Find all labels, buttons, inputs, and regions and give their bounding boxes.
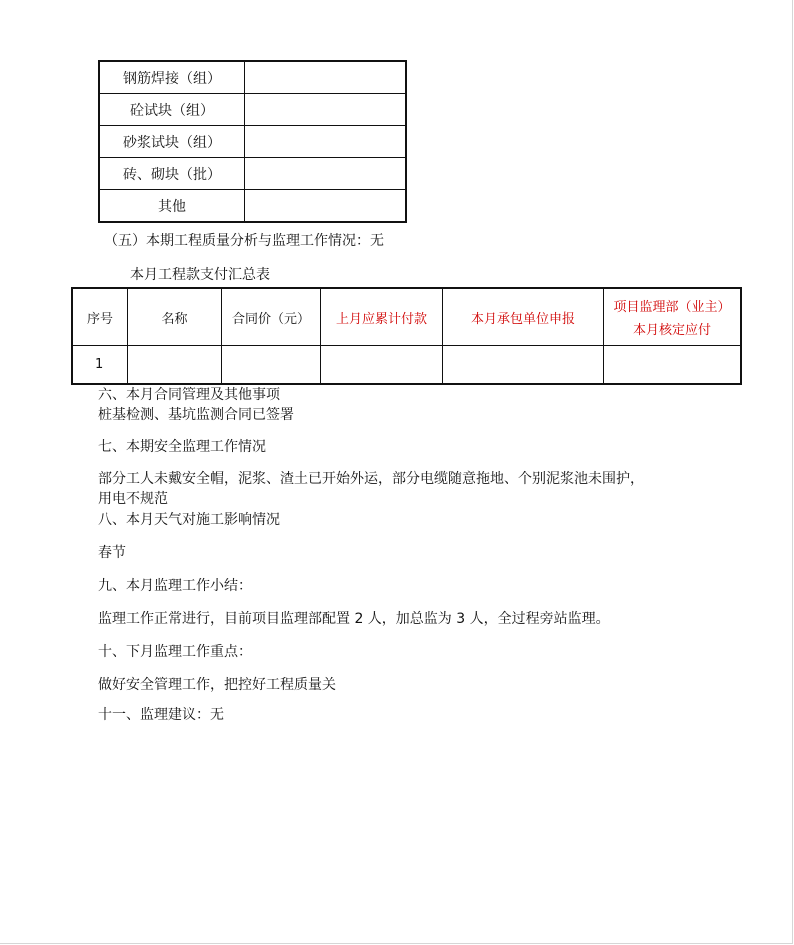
row-contractor-claim — [443, 346, 604, 385]
test-item-label: 其他 — [99, 190, 245, 223]
header-prev-cumulative: 上月应累计付款 — [321, 288, 443, 346]
test-item-label: 砖、砌块（批） — [99, 158, 245, 190]
test-item-value — [245, 61, 407, 94]
test-items-table — [98, 60, 407, 223]
section-7-body-line2: 用电不规范 — [98, 491, 168, 507]
row-seq: 1 — [72, 346, 128, 385]
test-item-value — [245, 158, 407, 190]
section-6-heading: 六、本月合同管理及其他事项 — [98, 387, 280, 403]
table-row — [99, 126, 406, 158]
test-item-value — [245, 126, 407, 158]
section-9-heading: 九、本月监理工作小结： — [98, 578, 252, 594]
table-header-row — [72, 288, 741, 346]
row-approved-payment — [604, 346, 742, 385]
header-approved-line2: 本月核定应付 — [632, 323, 711, 338]
section-10-heading: 十、下月监理工作重点： — [98, 644, 252, 660]
payment-table-title: 本月工程款支付汇总表 — [130, 267, 270, 283]
header-seq: 序号 — [72, 288, 128, 346]
section-7-heading: 七、本期安全监理工作情况 — [98, 439, 266, 455]
test-item-label: 钢筋焊接（组） — [99, 61, 245, 94]
section-10-body: 做好安全管理工作，把控好工程质量关 — [98, 677, 336, 693]
header-contractor-claim: 本月承包单位申报 — [443, 288, 604, 346]
section-6-body: 桩基检测、基坑监测合同已签署 — [98, 407, 294, 423]
test-item-value — [245, 94, 407, 126]
table-row — [99, 61, 406, 94]
test-item-label: 砼试块（组） — [99, 94, 245, 126]
table-row — [99, 94, 406, 126]
section-8-body: 春节 — [98, 545, 126, 561]
payment-summary-table — [71, 287, 742, 385]
section-8-heading: 八、本月天气对施工影响情况 — [98, 512, 280, 528]
header-approved-line1: 项目监理部（业主） — [613, 300, 731, 315]
row-contract-price — [222, 346, 321, 385]
section-11-text: 十一、监理建议：无 — [98, 707, 224, 723]
row-prev-cumulative — [321, 346, 443, 385]
row-name — [128, 346, 222, 385]
section-9-body: 监理工作正常进行，目前项目监理部配置 2 人，加总监为 3 人，全过程旁站监理。 — [98, 611, 610, 627]
header-approved-payment — [604, 288, 742, 346]
table-row — [99, 158, 406, 190]
section-5-text: （五）本期工程质量分析与监理工作情况：无 — [104, 233, 384, 249]
table-row — [72, 346, 741, 385]
test-item-value — [245, 190, 407, 223]
header-name: 名称 — [128, 288, 222, 346]
test-item-label: 砂浆试块（组） — [99, 126, 245, 158]
section-7-body-line1: 部分工人未戴安全帽，泥浆、渣土已开始外运，部分电缆随意拖地、个别泥浆池未围护， — [98, 471, 644, 487]
table-row — [99, 190, 406, 223]
header-contract-price: 合同价（元） — [222, 288, 321, 346]
